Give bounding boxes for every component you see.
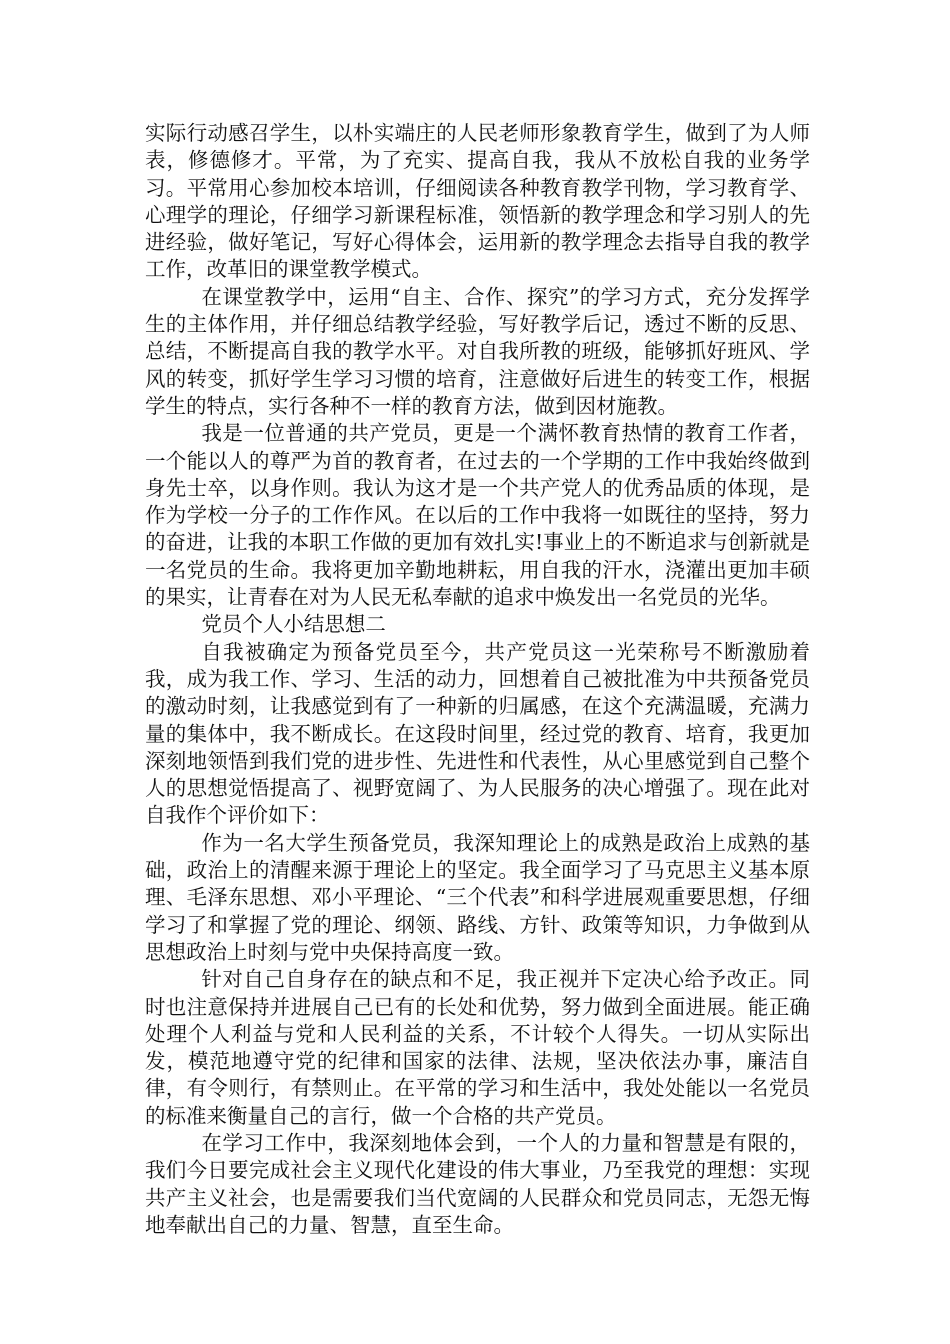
section-title: 党员个人小结思想二 — [201, 612, 386, 637]
paragraph-7: 在学习工作中，我深刻地体会到，一个人的力量和智慧是有限的，我们今日要完成社会主义现代化建设的伟大事业，乃至我党的理想：实现共产主义社会，也是需要我们当代宽阔的人民群众和党员同志，无怨无悔地奉献出自己的力量、智慧，直至生命。 — [145, 1130, 810, 1237]
paragraph-1: 实际行动感召学生，以朴实端庄的人民老师形象教育学生，做到了为人师表，修德修才。平常，为了充实、提高自我，我从不放松自我的业务学习。平常用心参加校本培训，仔细阅读各种教育教学刊物，学习教育学、心理学的理论，仔细学习新课程标准，领悟新的教学理念和学习别人的先进经验，做好笔记，写好心得体会，运用新的教学理念去指导自我的教学工作，改革旧的课堂教学模式。 — [145, 121, 810, 282]
paragraph-4: 自我被确定为预备党员至今，共产党员这一光荣称号不断激励着我，成为我工作、学习、生活的动力，回想着自己被批准为中共预备党员的激动时刻，让我感觉到有了一种新的归属感，在这个充满温暖，充满力量的集体中，我不断成长。在这段时间里，经过党的教育、培育，我更加深刻地领悟到我们党的进步性、先进性和代表性，从心里感觉到自己整个人的思想觉悟提高了、视野宽阔了、为人民服务的决心增强了。现在此对自我作个评价如下： — [145, 639, 810, 828]
paragraph-5: 作为一名大学生预备党员，我深知理论上的成熟是政治上成熟的基础，政治上的清醒来源于理论上的坚定。我全面学习了马克思主义基本原理、毛泽东思想、邓小平理论、“三个代表”和科学进展观重要思想，仔细学习了和掌握了党的理论、纲领、路线、方针、政策等知识，力争做到从思想政治上时刻与党中央保持高度一致。 — [145, 830, 810, 964]
paragraph-6: 针对自己自身存在的缺点和不足，我正视并下定决心给予改正。同时也注意保持并进展自己已有的长处和优势，努力做到全面进展。能正确处理个人利益与党和人民利益的关系，不计较个人得失。一切从实际出发，模范地遵守党的纪律和国家的法律、法规，坚决依法办事，廉洁自律，有令则行，有禁则止。在平常的学习和生活中，我处处能以一名党员的标准来衡量自己的言行，做一个合格的共产党员。 — [145, 967, 810, 1128]
document-body — [145, 120, 810, 1239]
paragraph-2: 在课堂教学中，运用“自主、合作、探究”的学习方式，充分发挥学生的主体作用，并仔细总结教学经验，写好教学后记，透过不断的反思、总结，不断提高自我的教学水平。对自我所教的班级，能够抓好班风、学风的转变，抓好学生学习习惯的培育，注意做好后进生的转变工作，根据学生的特点，实行各种不一样的教育方法，做到因材施教。 — [145, 284, 810, 418]
paragraph-3: 我是一位普通的共产党员，更是一个满怀教育热情的教育工作者，一个能以人的尊严为首的教育者，在过去的一个学期的工作中我始终做到身先士卒，以身作则。我认为这才是一个共产党人的优秀品质的体现，是作为学校一分子的工作作风。在以后的工作中我将一如既往的坚持，努力的奋进，让我的本职工作做的更加有效扎实!事业上的不断追求与创新就是一名党员的生命。我将更加辛勤地耕耘，用自我的汗水，浇灌出更加丰硕的果实，让青春在对为人民无私奉献的追求中焕发出一名党员的光华。 — [145, 421, 810, 610]
